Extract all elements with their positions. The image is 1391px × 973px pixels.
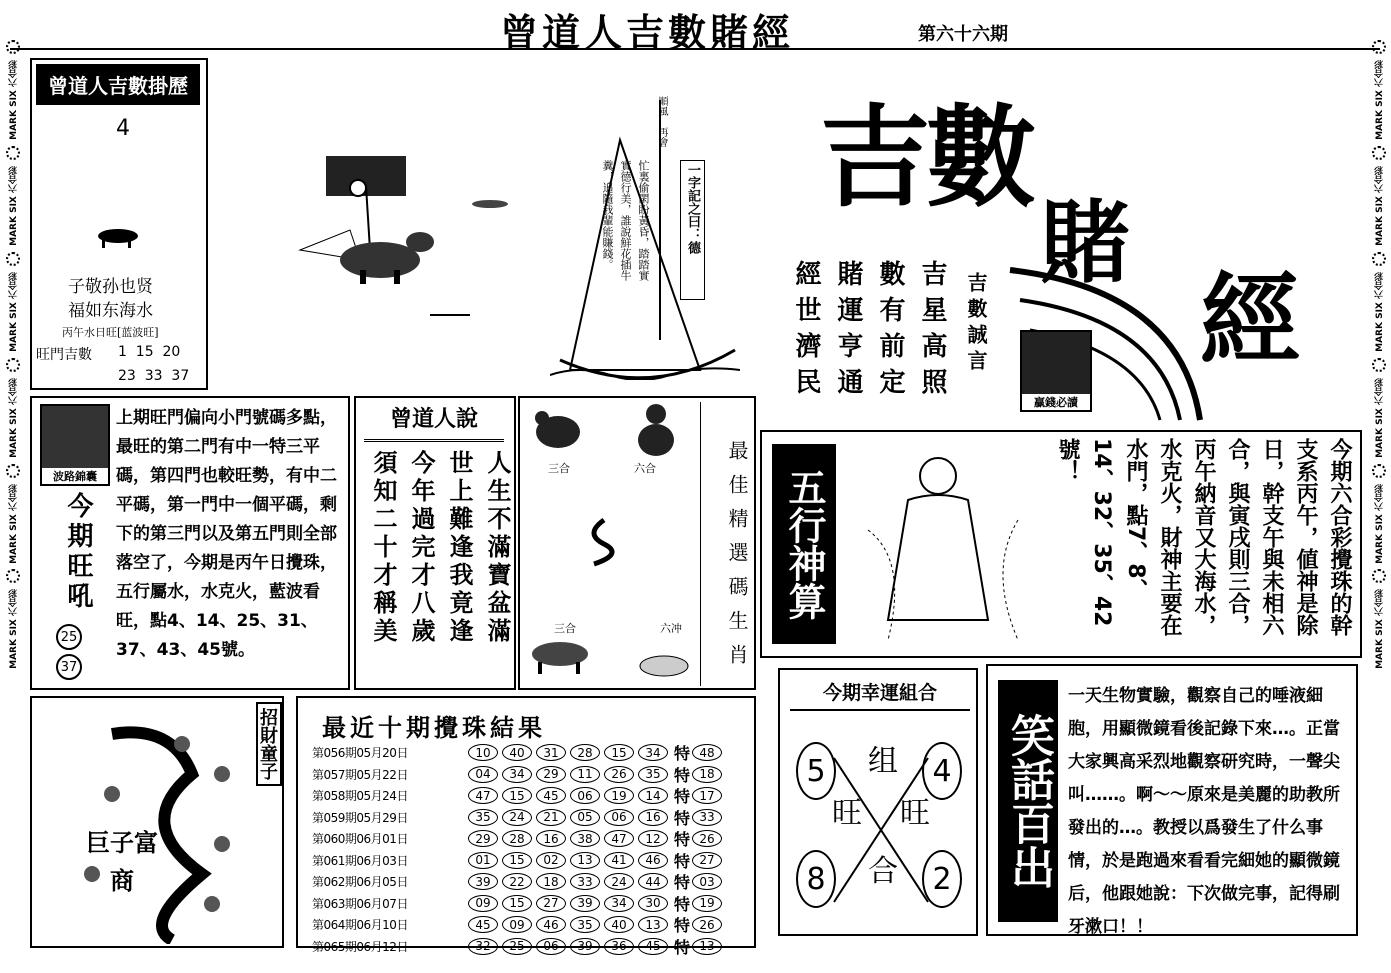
result-ball: 21 xyxy=(536,809,566,826)
special-ball: 18 xyxy=(692,766,722,783)
zodiac-label-1: 三合 xyxy=(548,462,570,475)
result-row xyxy=(312,742,752,764)
recruit-badge: 招財童子 xyxy=(256,702,282,786)
special-ball: 33 xyxy=(692,809,722,826)
combo-char-top: 组 xyxy=(868,744,898,779)
joke-text: 一天生物實驗，觀察自己的唾液細胞，用顯微鏡看後記錄下來…。正當大家興高采烈地觀察研究時，一聲尖叫……。啊～～原來是美麗的助教所發出的…。教授以爲發生了什么事情，於是跑過來看看完細她的顯微鏡后，他跟她說：下次做完事，記得刷牙漱口！！ xyxy=(1068,686,1340,937)
result-draw-label: 第060期06月01日 xyxy=(312,832,408,847)
pig-icon xyxy=(634,650,694,686)
strip-label: MARK SIX 六合彩 xyxy=(1374,377,1385,458)
special-label: 特 xyxy=(674,787,691,807)
result-ball: 38 xyxy=(570,830,600,847)
result-ball: 15 xyxy=(502,895,532,912)
results-box xyxy=(296,696,756,957)
strip-label: MARK SIX 六合彩 xyxy=(8,60,19,140)
recruit-text: 巨子富商 xyxy=(86,828,158,895)
says-box xyxy=(354,396,516,690)
lucky-label: 旺門吉數 xyxy=(36,347,92,363)
masthead-rule xyxy=(10,48,1380,50)
special-ball: 27 xyxy=(692,852,722,869)
result-ball: 02 xyxy=(536,852,566,869)
special-label: 特 xyxy=(674,873,691,893)
result-ball: 47 xyxy=(468,787,498,804)
result-ball: 30 xyxy=(638,895,668,912)
result-ball: 44 xyxy=(638,873,668,890)
flower-icon xyxy=(6,40,20,54)
result-ball: 05 xyxy=(570,809,600,826)
result-ball: 28 xyxy=(502,830,532,847)
strip-label: MARK SIX 六合彩 xyxy=(1374,165,1385,246)
result-ball: 19 xyxy=(604,787,634,804)
combo-number-1: 5 xyxy=(796,742,836,800)
result-ball: 15 xyxy=(502,852,532,869)
result-row xyxy=(312,936,752,958)
rooster-icon xyxy=(528,402,588,458)
strip-label: MARK SIX 六合彩 xyxy=(1374,483,1385,564)
result-ball: 29 xyxy=(536,766,566,783)
boat-sail-text: 忙裏偷閑盼黃昏，踏踏實實德行美，誰說鮮花插牛糞，追隨我輩能賺錢。 xyxy=(601,160,650,281)
result-ball: 31 xyxy=(536,744,566,761)
result-ball: 35 xyxy=(570,916,600,933)
says-col-1: 人生不滿寶盆滿 xyxy=(483,450,512,646)
special-ball: 13 xyxy=(692,938,722,955)
flower-icon xyxy=(1372,252,1386,266)
poem-line-1: 子敬孙也贤 xyxy=(68,277,153,297)
strip-label: MARK SIX 六合彩 xyxy=(8,589,19,670)
result-ball: 06 xyxy=(570,787,600,804)
deity-illustration xyxy=(848,440,1048,652)
lucky-row-1: 1 15 20 xyxy=(118,344,181,360)
result-ball: 45 xyxy=(536,787,566,804)
lucky-row-2: 23 33 37 xyxy=(118,368,190,384)
special-label: 特 xyxy=(674,937,691,957)
wave-circle-2: 37 xyxy=(56,654,82,680)
result-ball: 34 xyxy=(502,766,532,783)
lucky-combo-box xyxy=(778,668,978,936)
result-ball: 16 xyxy=(536,830,566,847)
special-ball: 19 xyxy=(692,895,722,912)
wave-circle-1: 25 xyxy=(56,624,82,650)
wave-badge-label: 波路錦囊 xyxy=(42,468,108,484)
ox-icon xyxy=(524,634,594,678)
joke-title: 笑話百出 xyxy=(998,680,1058,922)
result-ball: 46 xyxy=(638,852,668,869)
chart-title: 曾道人吉數掛歷 xyxy=(36,64,200,105)
result-ball: 10 xyxy=(468,744,498,761)
results-list xyxy=(312,742,752,957)
result-ball: 24 xyxy=(604,873,634,890)
lucky-chart-box xyxy=(30,58,208,390)
result-ball: 09 xyxy=(468,895,498,912)
flower-icon xyxy=(6,146,20,160)
flower-icon xyxy=(6,252,20,266)
result-ball: 34 xyxy=(604,895,634,912)
result-draw-label: 第063期06月07日 xyxy=(312,896,408,911)
recruit-box xyxy=(30,696,284,948)
result-ball: 40 xyxy=(502,744,532,761)
strip-label: MARK SIX 六合彩 xyxy=(1374,60,1385,140)
flower-icon xyxy=(1372,358,1386,372)
result-draw-label: 第056期05月20日 xyxy=(312,746,408,761)
result-ball: 28 xyxy=(570,744,600,761)
result-ball: 06 xyxy=(536,938,566,955)
result-draw-label: 第062期06月05日 xyxy=(312,875,408,890)
main-badge-label: 贏錢必讀 xyxy=(1022,394,1090,410)
says-col-3: 今年過完才八歲 xyxy=(407,450,436,646)
result-draw-label: 第065期06月12日 xyxy=(312,939,408,954)
result-row xyxy=(312,785,752,807)
combo-char-bottom: 合 xyxy=(868,854,898,889)
masthead-title: 曾道人吉數賭經 xyxy=(500,10,795,55)
wuxing-title: 五行神算 xyxy=(772,444,836,644)
verse-col-4: 經世濟民 xyxy=(791,260,821,404)
wuxing-box xyxy=(760,430,1362,658)
special-label: 特 xyxy=(674,916,691,936)
zodiac-side-text: 最佳精選碼生肖 xyxy=(700,402,752,686)
strip-label: MARK SIX 六合彩 xyxy=(1374,589,1385,670)
zodiac-box xyxy=(518,396,756,690)
result-ball: 46 xyxy=(536,916,566,933)
result-row xyxy=(312,914,752,936)
flower-icon xyxy=(6,358,20,372)
flower-icon xyxy=(6,569,20,583)
poem-line-2: 福如东海水 xyxy=(68,301,153,321)
wave-badge xyxy=(40,404,110,486)
result-ball: 06 xyxy=(604,809,634,826)
wave-vertical-title: 今期旺吼 xyxy=(63,492,93,612)
result-ball: 15 xyxy=(604,744,634,761)
verse-side: 吉數誠言 xyxy=(964,272,988,376)
boat-flag-text: 順風 再會 xyxy=(656,96,667,147)
result-ball: 16 xyxy=(638,809,668,826)
flower-icon xyxy=(1372,464,1386,478)
result-ball: 39 xyxy=(468,873,498,890)
result-ball: 15 xyxy=(502,787,532,804)
result-row xyxy=(312,850,752,872)
wuxing-text: 今期六合彩攪珠的幹支系丙午，値神是除日，幹支午與未相六合，與寅戌則三合，丙午納音又大海水，水克火，財神主要在水門，點7、8、14、32、35、42號！ xyxy=(1055,438,1352,636)
special-ball: 26 xyxy=(692,916,722,933)
result-ball: 32 xyxy=(468,938,498,955)
main-title-big3: 經 xyxy=(1200,261,1300,379)
result-draw-label: 第057期05月22日 xyxy=(312,767,408,782)
result-row xyxy=(312,871,752,893)
result-ball: 09 xyxy=(502,916,532,933)
result-ball: 12 xyxy=(638,830,668,847)
result-ball: 25 xyxy=(502,938,532,955)
zodiac-label-4: 六冲 xyxy=(660,622,682,635)
chart-number: 4 xyxy=(116,116,130,141)
result-ball: 22 xyxy=(502,873,532,890)
result-ball: 01 xyxy=(468,852,498,869)
result-ball: 35 xyxy=(638,766,668,783)
result-ball: 36 xyxy=(604,938,634,955)
snake-icon xyxy=(574,514,624,570)
main-title-big1: 吉數 xyxy=(820,93,1032,222)
main-title-big2: 賭 xyxy=(1040,190,1130,296)
result-ball: 45 xyxy=(638,938,668,955)
animal-illustration xyxy=(88,220,148,250)
right-border-strip xyxy=(1368,40,1390,970)
result-ball: 13 xyxy=(638,916,668,933)
result-draw-label: 第061期06月03日 xyxy=(312,853,408,868)
flower-icon xyxy=(1372,569,1386,583)
special-label: 特 xyxy=(674,894,691,914)
joke-box xyxy=(986,664,1358,936)
result-row xyxy=(312,893,752,915)
zodiac-label-2: 六合 xyxy=(634,462,656,475)
combo-char-left: 旺 xyxy=(832,796,862,831)
verse-col-3: 賭運亨通 xyxy=(833,260,863,404)
result-ball: 11 xyxy=(570,766,600,783)
result-row xyxy=(312,764,752,786)
strip-label: MARK SIX 六合彩 xyxy=(8,165,19,246)
result-ball: 24 xyxy=(502,809,532,826)
result-ball: 33 xyxy=(570,873,600,890)
result-ball: 47 xyxy=(604,830,634,847)
result-draw-label: 第064期06月10日 xyxy=(312,918,408,933)
special-label: 特 xyxy=(674,851,691,871)
says-title: 曾道人說 xyxy=(364,402,504,442)
result-ball: 27 xyxy=(536,895,566,912)
results-title: 最近十期攪珠結果 xyxy=(322,713,546,742)
combo-char-right: 旺 xyxy=(900,796,930,831)
flower-icon xyxy=(1372,40,1386,54)
verse-col-2: 數有前定 xyxy=(875,260,905,404)
special-label: 特 xyxy=(674,765,691,785)
says-col-4: 須知二十才稱美 xyxy=(369,450,398,646)
strip-label: MARK SIX 六合彩 xyxy=(8,377,19,458)
special-label: 特 xyxy=(674,808,691,828)
special-label: 特 xyxy=(674,744,691,764)
result-ball: 39 xyxy=(570,895,600,912)
result-ball: 34 xyxy=(638,744,668,761)
result-ball: 13 xyxy=(570,852,600,869)
zodiac-label-3: 三合 xyxy=(554,622,576,635)
combo-number-4: 2 xyxy=(922,850,962,908)
result-ball: 40 xyxy=(604,916,634,933)
result-ball: 39 xyxy=(570,938,600,955)
monkey-icon xyxy=(628,400,684,460)
result-ball: 14 xyxy=(638,787,668,804)
result-row xyxy=(312,828,752,850)
result-ball: 35 xyxy=(468,809,498,826)
wave-analysis-text: 上期旺門偏向小門號碼多點，最旺的第二門有中一特三平碼，第四門也較旺勢，有中二平碼，第一門中一個平碼，剩下的第三門以及第五門則全部落空了，今期是丙午日攪珠，五行屬水，水克火，藍波看旺，點4、14、25、31、37、43、45號。 xyxy=(116,408,337,660)
result-ball: 26 xyxy=(604,766,634,783)
result-ball: 29 xyxy=(468,830,498,847)
special-ball: 26 xyxy=(692,830,722,847)
strip-label: MARK SIX 六合彩 xyxy=(1374,271,1385,352)
combo-number-3: 8 xyxy=(796,850,836,908)
flower-icon xyxy=(1372,146,1386,160)
result-draw-label: 第058期05月24日 xyxy=(312,789,408,804)
verse-col-1: 吉星高照 xyxy=(917,260,947,404)
result-ball: 04 xyxy=(468,766,498,783)
special-label: 特 xyxy=(674,830,691,850)
special-ball: 48 xyxy=(692,744,722,761)
says-col-2: 世上難逢我竟逢 xyxy=(445,450,474,646)
result-ball: 18 xyxy=(536,873,566,890)
wave-analysis-box xyxy=(30,396,350,690)
chart-note: 丙午水日旺[蓝波旺] xyxy=(62,326,159,339)
issue-number: 第六十六期 xyxy=(918,24,1008,45)
ox-illustration xyxy=(290,150,510,320)
boat-motto: 一字記之曰：德 xyxy=(680,160,705,300)
combo-title: 今期幸運組合 xyxy=(790,678,970,711)
left-border-strip xyxy=(2,40,24,970)
result-row xyxy=(312,807,752,829)
main-badge xyxy=(1020,330,1092,412)
strip-label: MARK SIX 六合彩 xyxy=(8,483,19,564)
combo-number-2: 4 xyxy=(922,742,962,800)
result-ball: 45 xyxy=(468,916,498,933)
strip-label: MARK SIX 六合彩 xyxy=(8,271,19,352)
result-draw-label: 第059期05月29日 xyxy=(312,810,408,825)
result-ball: 41 xyxy=(604,852,634,869)
flower-icon xyxy=(6,464,20,478)
special-ball: 03 xyxy=(692,873,722,890)
special-ball: 17 xyxy=(692,787,722,804)
